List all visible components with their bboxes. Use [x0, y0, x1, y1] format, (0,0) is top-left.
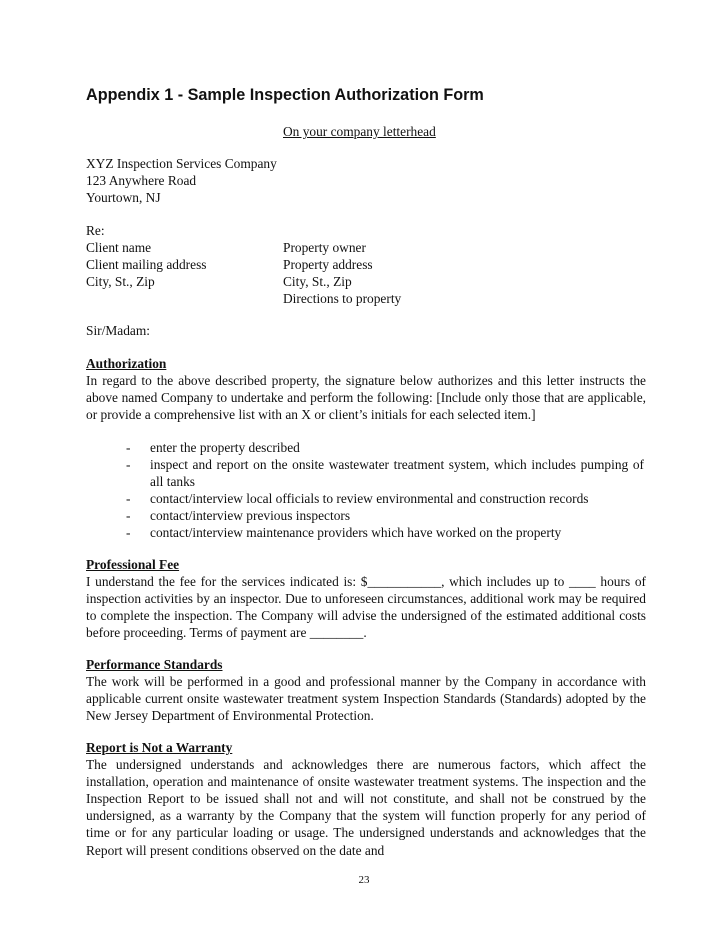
authorization-title: Authorization	[86, 356, 167, 371]
professional-fee-title: Professional Fee	[86, 557, 180, 572]
list-item: - contact/interview maintenance providers which have worked on the property	[126, 525, 562, 541]
salutation: Sir/Madam:	[86, 323, 150, 338]
letterhead-note: On your company letterhead	[283, 124, 436, 139]
bullet-dash: -	[126, 491, 131, 507]
re-property-city: City, St., Zip	[283, 274, 352, 289]
performance-standards-section	[86, 656, 646, 724]
authorization-section	[86, 355, 646, 423]
re-label: Re:	[86, 223, 105, 238]
list-item: - inspect and report on the onsite wastewater treatment system, which includes pumping of all tanks	[126, 457, 644, 490]
report-warranty-text: The undersigned understands and acknowledges there are numerous factors, which affect the installation, operation and maintenance of onsite wastewater treatment systems. The inspection and the Inspection Report to be issued shall not and will not constitute, and shall not be construed by the undersigned, as a warranty by the Company that the system will function properly for any period of time or for any particular loading or usage. The undersigned understands and acknowledges that the Report will present conditions observed on the date and	[86, 757, 646, 858]
performance-standards-text: The work will be performed in a good and professional manner by the Company in accordance with applicable current onsite wastewater treatment system Inspection Standards (Standards) adopted by the New Jersey Department of Environmental Protection.	[86, 674, 646, 724]
re-property-address: Property address	[283, 257, 373, 272]
list-item: - enter the property described	[126, 440, 300, 455]
performance-standards-title: Performance Standards	[86, 657, 223, 672]
re-directions: Directions to property	[283, 291, 402, 306]
company-street: 123 Anywhere Road	[86, 173, 197, 188]
professional-fee-section	[86, 556, 646, 641]
company-city: Yourtown, NJ	[86, 190, 161, 205]
company-name: XYZ Inspection Services Company	[86, 156, 277, 171]
bullet-dash: -	[126, 457, 131, 473]
page-number: 23	[358, 874, 370, 886]
re-client-name: Client name	[86, 240, 152, 255]
report-warranty-section	[86, 739, 646, 859]
list-item: - contact/interview local officials to review environmental and construction records	[126, 491, 589, 507]
professional-fee-text: I understand the fee for the services indicated is: $___________, which includes up to ____ hours of inspection activities by an inspector. Due to unforeseen circumstances, additional work may be required to complete the inspection. The Company will advise the undersigned of the estimated additional costs before proceeding. Terms of payment are ________.	[86, 574, 646, 641]
bullet-dash: -	[126, 525, 131, 541]
authorization-list	[126, 439, 644, 542]
re-client-city: City, St., Zip	[86, 274, 155, 289]
re-property-owner: Property owner	[283, 240, 366, 255]
page-title: Appendix 1 - Sample Inspection Authorization Form	[86, 86, 484, 104]
list-item: - contact/interview previous inspectors	[126, 508, 351, 524]
report-warranty-title: Report is Not a Warranty	[86, 740, 233, 755]
authorization-text: In regard to the above described property, the signature below authorizes and this letter instructs the above named Company to undertake and perform the following: [Include only those that are applicable, or provide a comprehensive list with an X or client’s initials for each selected item.]	[86, 373, 646, 423]
bullet-dash: -	[126, 440, 131, 455]
re-client-address: Client mailing address	[86, 257, 207, 272]
bullet-dash: -	[126, 508, 131, 524]
